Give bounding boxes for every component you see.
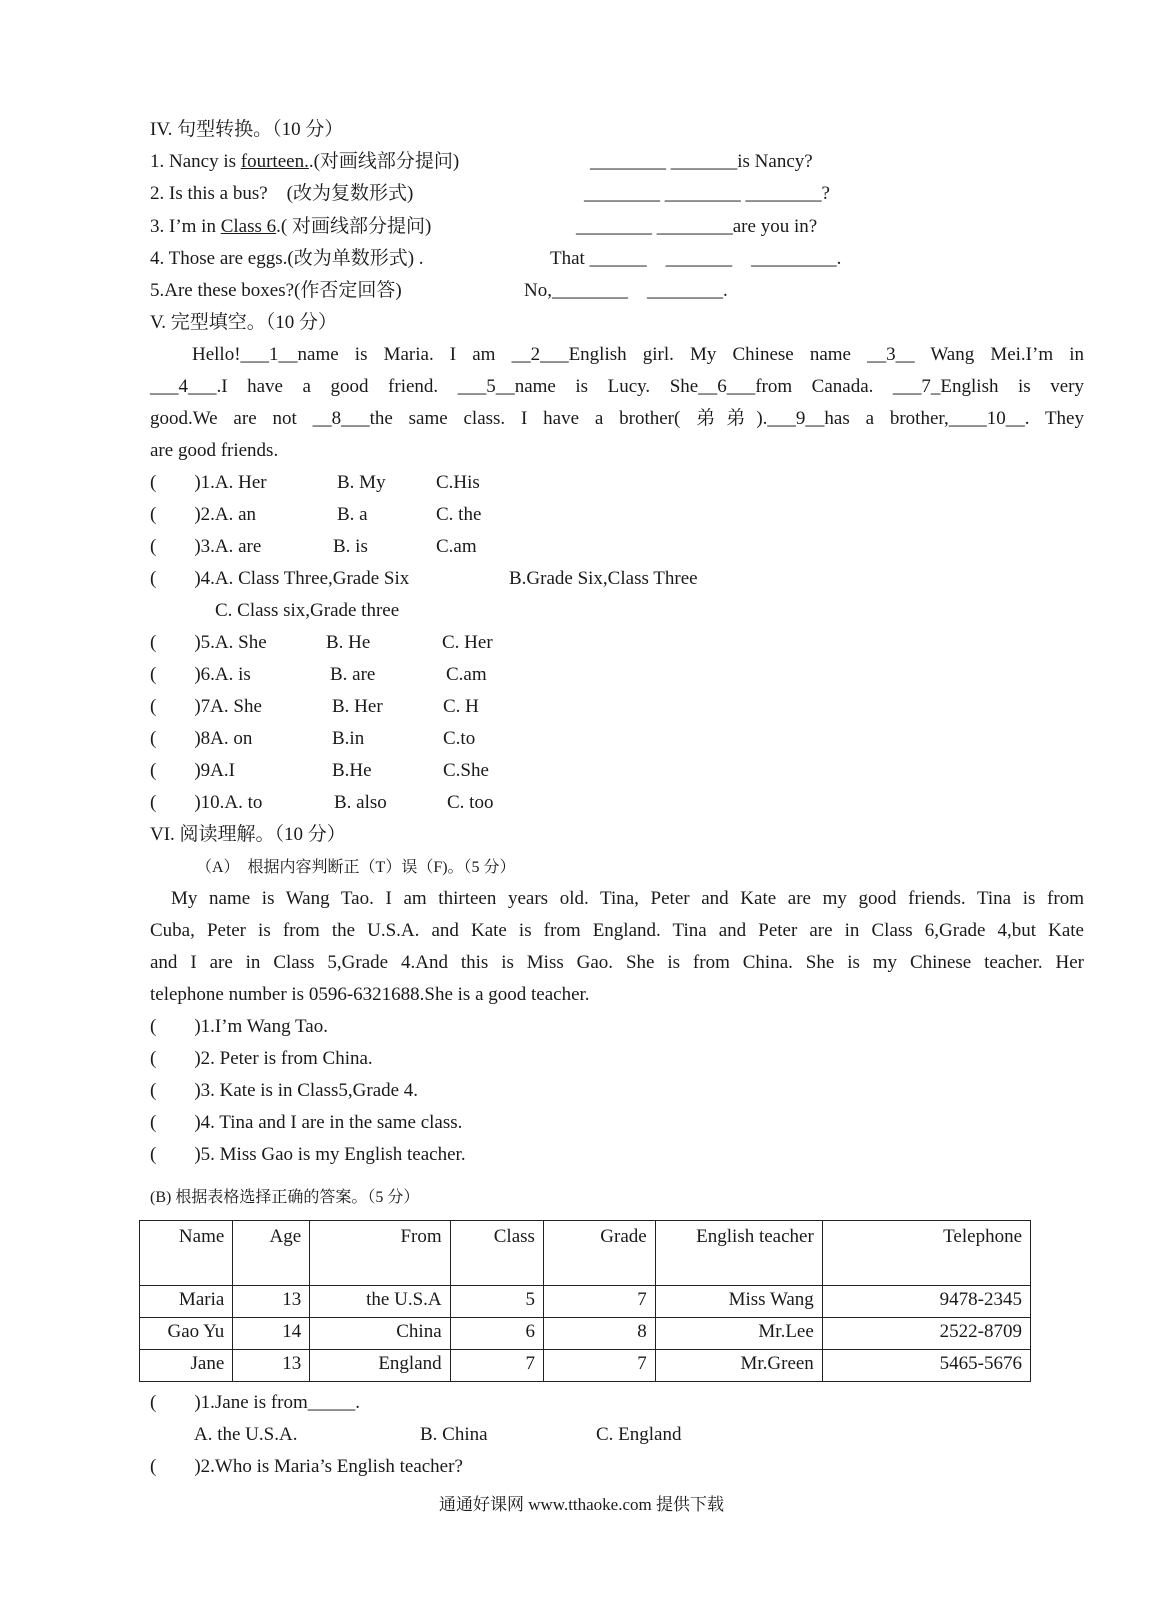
reading-passage-line-3: and I are in Class 5,Grade 4.And this is Miss Gao. She is from China. She is my Chinese teacher. Her xyxy=(150,952,1084,973)
s4-q1-answer-blank: ________ _______is Nancy? xyxy=(590,151,813,172)
cloze-q6-option-c: C.am xyxy=(446,664,487,685)
table-q1-option-b: B. China xyxy=(420,1424,488,1445)
section-4-heading: IV. 句型转换。（10 分） xyxy=(150,119,344,140)
cloze-q1: ( )1.A. Her xyxy=(150,472,267,493)
cloze-q4: ( )4.A. Class Three,Grade Six xyxy=(150,568,410,589)
cloze-passage-line-4: are good friends. xyxy=(150,440,279,461)
table-q1-option-c: C. England xyxy=(596,1424,682,1445)
table-cell: 6 xyxy=(450,1318,543,1350)
table-cell: Jane xyxy=(140,1350,233,1382)
cloze-q6-option-b: B. are xyxy=(330,664,376,685)
table-cell: 7 xyxy=(543,1350,655,1382)
reading-passage-line-4: telephone number is 0596-6321688.She is a good teacher. xyxy=(150,984,590,1005)
table-row xyxy=(140,1286,1031,1318)
table-header-cell: Age xyxy=(233,1221,310,1286)
table-cell: 14 xyxy=(233,1318,310,1350)
table-header-cell: Telephone xyxy=(822,1221,1030,1286)
page-footer: 通通好课网 www.tthaoke.com 提供下载 xyxy=(438,1495,725,1514)
table-cell: 7 xyxy=(450,1350,543,1382)
table-cell: China xyxy=(310,1318,450,1350)
table-cell: Gao Yu xyxy=(140,1318,233,1350)
s4-q3-text-a: 3. I’m in xyxy=(150,216,221,237)
tf-question-2: ( )2. Peter is from China. xyxy=(150,1048,373,1069)
cloze-q1-option-b: B. My xyxy=(337,472,386,493)
s4-q3-text-b: .( 对画线部分提问) xyxy=(276,216,432,237)
table-header-cell: Grade xyxy=(543,1221,655,1286)
tf-question-4: ( )4. Tina and I are in the same class. xyxy=(150,1112,463,1133)
s4-q4-answer-blank: That ______ _______ _________. xyxy=(550,248,842,269)
cloze-q9-option-b: B.He xyxy=(332,760,372,781)
table-cell: Miss Wang xyxy=(655,1286,822,1318)
cloze-q10-option-c: C. too xyxy=(447,792,494,813)
cloze-passage-line-2: ___4___.I have a good friend. ___5__name is Lucy. She__6___from Canada. ___7_English is very xyxy=(150,376,1084,397)
cloze-q4-option-c: C. Class six,Grade three xyxy=(215,600,400,621)
s4-question-1 xyxy=(150,150,459,174)
section-5-heading: V. 完型填空。（10 分） xyxy=(150,312,338,333)
cloze-q2-option-c: C. the xyxy=(436,504,482,525)
cloze-q2: ( )2.A. an xyxy=(150,504,257,525)
table-cell: 13 xyxy=(233,1286,310,1318)
table-header-cell: Name xyxy=(140,1221,233,1286)
table-question-2: ( )2.Who is Maria’s English teacher? xyxy=(150,1456,463,1477)
table-cell: 7 xyxy=(543,1286,655,1318)
table-cell: 13 xyxy=(233,1350,310,1382)
cloze-q6: ( )6.A. is xyxy=(150,664,251,685)
cloze-q8-option-b: B.in xyxy=(332,728,365,749)
table-header-cell: From xyxy=(310,1221,450,1286)
cloze-q8-option-c: C.to xyxy=(443,728,476,749)
s4-question-5: 5.Are these boxes?(作否定回答) xyxy=(150,280,402,301)
cloze-q8: ( )8A. on xyxy=(150,728,253,749)
cloze-passage-line-3: good.We are not __8___the same class. I have a brother( 弟弟).___9__has a brother,____10__. They xyxy=(150,408,1084,429)
tf-question-5: ( )5. Miss Gao is my English teacher. xyxy=(150,1144,466,1165)
cloze-q4-option-b: B.Grade Six,Class Three xyxy=(509,568,698,589)
table-cell: England xyxy=(310,1350,450,1382)
part-a-instructions: （A） 根据内容判断正（T）误（F)。（5 分） xyxy=(196,859,516,876)
table-cell: 2522-8709 xyxy=(822,1318,1030,1350)
table-q1-option-a: A. the U.S.A. xyxy=(194,1424,298,1445)
table-header-row xyxy=(140,1221,1031,1286)
cloze-passage-line-1: Hello!___1__name is Maria. I am __2___English girl. My Chinese name __3__ Wang Mei.I’m in xyxy=(192,344,1084,365)
tf-question-1: ( )1.I’m Wang Tao. xyxy=(150,1016,328,1037)
table-cell: Mr.Green xyxy=(655,1350,822,1382)
tf-question-3: ( )3. Kate is in Class5,Grade 4. xyxy=(150,1080,419,1101)
table-cell: 5 xyxy=(450,1286,543,1318)
table-question-1: ( )1.Jane is from_____. xyxy=(150,1392,361,1413)
table-row xyxy=(140,1350,1031,1382)
cloze-q3-option-b: B. is xyxy=(333,536,368,557)
s4-q3-underlined: Class 6 xyxy=(220,216,277,237)
cloze-q9-option-c: C.She xyxy=(443,760,489,781)
s4-q5-answer-blank: No,________ ________. xyxy=(524,280,728,301)
table-cell: Mr.Lee xyxy=(655,1318,822,1350)
cloze-q1-option-c: C.His xyxy=(436,472,480,493)
cloze-q5-option-c: C. Her xyxy=(442,632,493,653)
table-row xyxy=(140,1318,1031,1350)
part-b-instructions: (B) 根据表格选择正确的答案。（5 分） xyxy=(150,1189,420,1206)
table-cell: 8 xyxy=(543,1318,655,1350)
cloze-q7-option-b: B. Her xyxy=(332,696,383,717)
s4-question-2: 2. Is this a bus? (改为复数形式) xyxy=(150,183,414,204)
cloze-q5-option-b: B. He xyxy=(326,632,371,653)
table-cell: the U.S.A xyxy=(310,1286,450,1318)
cloze-q7-option-c: C. H xyxy=(443,696,479,717)
cloze-q5: ( )5.A. She xyxy=(150,632,267,653)
section-6-heading: VI. 阅读理解。（10 分） xyxy=(150,824,346,845)
table-header-cell: English teacher xyxy=(655,1221,822,1286)
s4-q1-text-b: .(对画线部分提问) xyxy=(308,151,460,172)
cloze-q2-option-b: B. a xyxy=(337,504,368,525)
reading-passage-line-1: My name is Wang Tao. I am thirteen years old. Tina, Peter and Kate are my good friends. Tina is from xyxy=(171,888,1084,909)
s4-q3-answer-blank: ________ ________are you in? xyxy=(576,216,818,237)
table-cell: 9478-2345 xyxy=(822,1286,1030,1318)
s4-q2-answer-blank: ________ ________ ________? xyxy=(584,183,830,204)
cloze-q7: ( )7A. She xyxy=(150,696,262,717)
cloze-q3-option-c: C.am xyxy=(436,536,477,557)
table-cell: Maria xyxy=(140,1286,233,1318)
cloze-q10-option-b: B. also xyxy=(334,792,387,813)
reading-passage-line-2: Cuba, Peter is from the U.S.A. and Kate is from England. Tina and Peter are in Class 6,Grade 4,but Kate xyxy=(150,920,1084,941)
s4-q1-text-a: 1. Nancy is xyxy=(150,151,241,172)
table-header-cell: Class xyxy=(450,1221,543,1286)
cloze-q9: ( )9A.I xyxy=(150,760,235,781)
s4-question-4: 4. Those are eggs.(改为单数形式) . xyxy=(150,248,424,269)
table-cell: 5465-5676 xyxy=(822,1350,1030,1382)
s4-question-3 xyxy=(150,215,431,239)
s4-q1-underlined: fourteen. xyxy=(240,151,309,172)
cloze-q10: ( )10.A. to xyxy=(150,792,263,813)
student-info-table xyxy=(139,1220,1031,1382)
cloze-q3: ( )3.A. are xyxy=(150,536,262,557)
